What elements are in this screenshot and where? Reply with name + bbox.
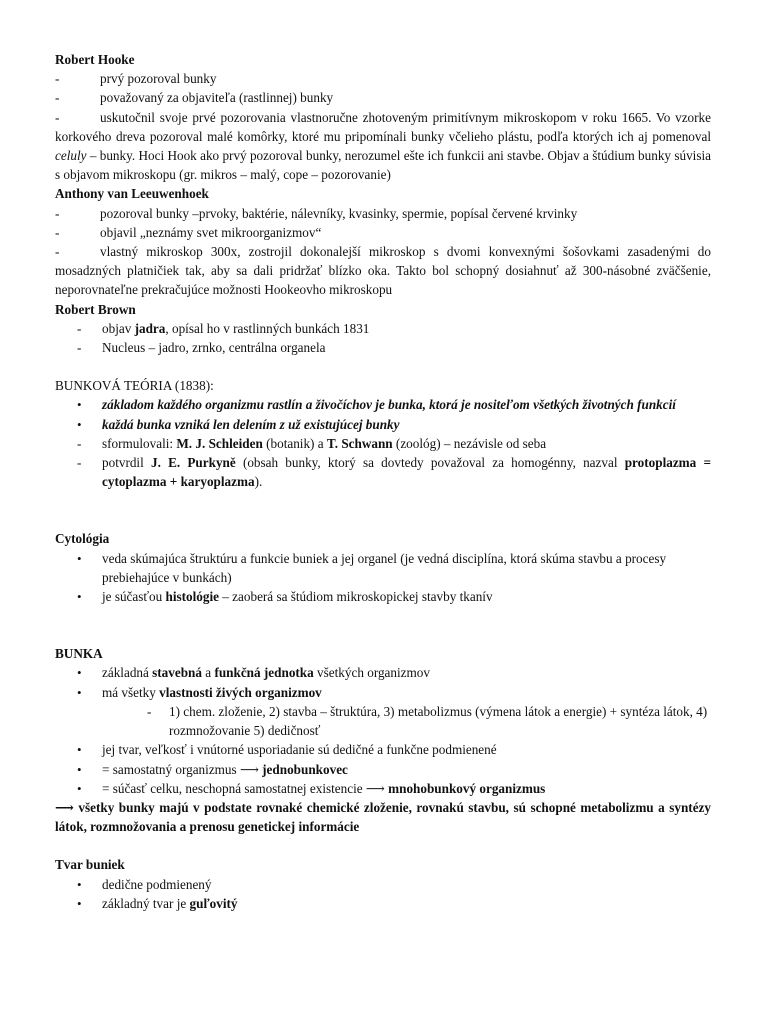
list-item: - sformulovali: M. J. Schleiden (botanik) a T. Schwann (zoológ) – nezávisle od seba — [77, 435, 547, 451]
list-item: • dedične podmienený — [77, 876, 212, 892]
list-item: • základná stavebná a funkčná jednotka všetkých organizmov — [77, 665, 430, 681]
list-item: - objav jadra, opísal ho v rastlinných bunkách 1831 — [77, 320, 370, 336]
teoria-list — [55, 395, 711, 491]
heading-robert-brown: Robert Brown — [55, 301, 136, 317]
list-item: • každá bunka vzniká len delením z už existujúcej bunky — [77, 416, 400, 432]
list-item: • = súčasť celku, neschopná samostatnej existencie ⟶ mnohobunkový organizmus — [77, 780, 546, 796]
brown-list — [55, 319, 711, 357]
heading-robert-hooke: Robert Hooke — [55, 52, 135, 67]
bunka-summary: ⟶ všetky bunky majú v podstate rovnaké chemické zloženie, rovnakú stavbu, sú schopné metabolizmu a syntézy látok, rozmnožovania a prenosu genetickej informácie — [55, 799, 711, 835]
list-item: - potvrdil J. E. Purkyně (obsah bunky, ktorý sa dovtedy považoval za homogénny, nazval protoplazma = cytoplazma + karyoplazma). — [77, 455, 711, 490]
cytologia-list — [55, 549, 711, 607]
heading-leeuwenhoek: Anthony van Leeuwenhoek — [55, 186, 209, 202]
list-item: • základný tvar je guľovitý — [77, 895, 238, 911]
heading-tvar-buniek: Tvar buniek — [55, 857, 125, 873]
list-item: • je súčasťou histológie – zaoberá sa štúdiom mikroskopickej stavby tkanív — [77, 589, 493, 605]
document-body — [55, 50, 711, 913]
list-item: - Nucleus – jadro, zrnko, centrálna organela — [77, 340, 326, 356]
list-item: - pozoroval bunky –prvoky, baktérie, nálevníky, kvasinky, spermie, popísal červené krvinky — [55, 205, 578, 221]
heading-cytologia: Cytológia — [55, 531, 110, 547]
bunka-list — [55, 663, 711, 797]
list-item: - vlastný mikroskop 300x, zostrojil dokonalejší mikroskop s dvomi konvexnými šošovkami zasadenými do mosadzných platničiek tak, aby sa dali pridržať blízko oka. Takto bol schopný dosiahnuť až 300-násobné zväčšenie, neporovnateľne prekračujúce možnosti Hookeovho mikroskopu — [55, 244, 711, 298]
list-item: • má všetky vlastnosti živých organizmov — [77, 684, 322, 700]
list-item: - prvý pozoroval bunky — [55, 71, 217, 87]
list-item: - uskutočnil svoje prvé pozorovania vlastnoručne zhotoveným primitívnym mikroskopom v roku 1665. Vo vzorke korkového dreva pozoroval malé komôrky, ktoré mu pripomínali bunky včelieho plástu, podľa ktorých ich aj pomenoval celuly – bunky. Hoci Hook ako prvý pozoroval bunky, nerozumel ešte ich funkcii ani stavbe. Objav a štúdium bunky súvisia s objavom mikroskopu (gr. mikros – malý, cope – pozorovanie) — [55, 109, 711, 183]
list-item: • veda skúmajúca štruktúru a funkcie buniek a jej organel (je vedná disciplína, ktorá skúma stavbu a procesy prebiehajúce v bunkách) — [77, 550, 667, 585]
list-item: • jej tvar, veľkosť i vnútorné usporiadanie sú dedičné a funkčne podmienené — [77, 742, 497, 758]
heading-bunkova-teoria: BUNKOVÁ TEÓRIA (1838): — [55, 378, 214, 394]
list-item: - objavil „neznámy svet mikroorganizmov“ — [55, 224, 322, 240]
heading-bunka: BUNKA — [55, 646, 103, 662]
list-item: - 1) chem. zloženie, 2) stavba – štruktúra, 3) metabolizmus (výmena látok a energie) + syntéza látok, 4) rozmnožovanie 5) dedičnosť — [147, 703, 708, 739]
list-item: • základom každého organizmu rastlín a živočíchov je bunka, ktorá je nositeľom všetkých životných funkcií — [77, 397, 676, 413]
list-item: - považovaný za objaviteľa (rastlinnej) bunky — [55, 90, 334, 106]
list-item: • = samostatný organizmus ⟶ jednobunkovec — [77, 761, 348, 777]
tvar-list — [55, 875, 711, 913]
